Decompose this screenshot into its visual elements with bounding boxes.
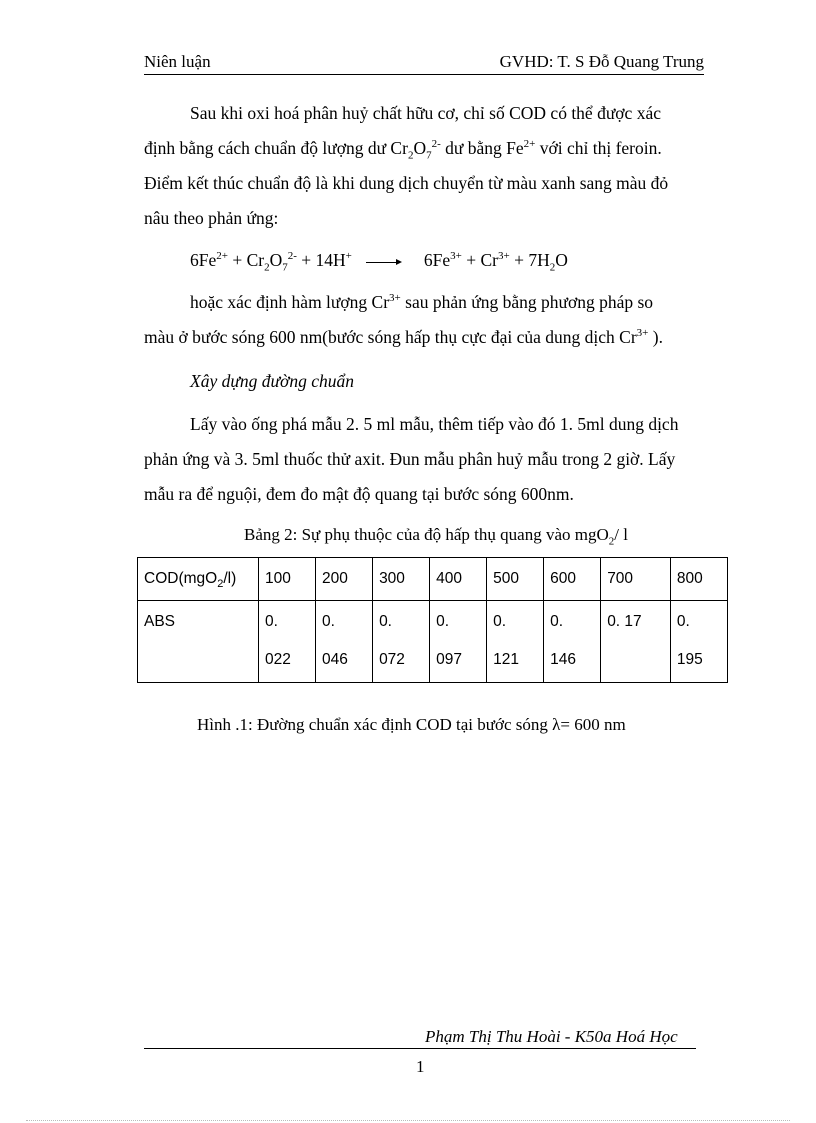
table-header-abs: ABS xyxy=(138,601,259,683)
table-row-abs xyxy=(138,601,728,683)
para3-line3: mẫu ra để nguội, đem đo mật độ quang tại bước sóng 600nm. xyxy=(144,484,574,504)
header-right: GVHD: T. S Đỗ Quang Trung xyxy=(499,52,704,71)
para1-line1: Sau khi oxi hoá phân huỷ chất hữu cơ, chỉ số COD có thể được xác xyxy=(190,103,661,123)
reaction-arrow-icon xyxy=(366,257,402,267)
footer-divider xyxy=(144,1048,696,1049)
cod-absorbance-table xyxy=(137,557,728,683)
table-cell: 100 xyxy=(259,558,316,601)
figure-caption: Hình .1: Đường chuẩn xác định COD tại bước sóng λ= 600 nm xyxy=(197,715,626,734)
para3-line2: phản ứng và 3. 5ml thuốc thử axit. Đun mẫu phân huỷ mẫu trong 2 giờ. Lấy xyxy=(144,449,676,469)
table-header-cod: COD(mgO$_2$/l) xyxy=(138,558,259,601)
header-left: Niên luận xyxy=(144,52,211,71)
reaction-equation: $6Fe^{2+} + Cr_2O_7^{2-} + 14H^+$ $6Fe^{3+} + Cr^{3+} + 7H_2O$ xyxy=(190,250,568,274)
table-cell: 400 xyxy=(430,558,487,601)
page-break-divider xyxy=(26,1120,790,1121)
table-cell: 0. 195 xyxy=(670,601,727,683)
table-cell: 200 xyxy=(316,558,373,601)
para1-line3: Điểm kết thúc chuẩn độ là khi dung dịch chuyển từ màu xanh sang màu đỏ xyxy=(144,173,669,193)
table-row-cod xyxy=(138,558,728,601)
para3-line1: Lấy vào ống phá mẫu 2. 5 ml mẫu, thêm tiếp vào đó 1. 5ml dung dịch xyxy=(190,414,679,434)
footer-author: Phạm Thị Thu Hoài - K50a Hoá Học xyxy=(425,1027,678,1046)
para1-line2: định bằng cách chuẩn độ lượng dư $Cr_2O_7^{2-}$ dư bằng $Fe^{2+}$ với chỉ thị feroin. xyxy=(144,138,662,162)
table-cell: 0. 121 xyxy=(487,601,544,683)
section-subheading: Xây dựng đường chuẩn xyxy=(190,371,355,391)
table-caption: Bảng 2: Sự phụ thuộc của độ hấp thụ quang vào mgO$_2$/ l xyxy=(244,525,628,548)
table-cell: 0. 022 xyxy=(259,601,316,683)
table-cell: 300 xyxy=(373,558,430,601)
table-cell: 500 xyxy=(487,558,544,601)
para1-line4: nâu theo phản ứng: xyxy=(144,208,279,228)
table-cell: 0. 046 xyxy=(316,601,373,683)
page-number: 1 xyxy=(416,1057,425,1076)
table-cell: 0. 097 xyxy=(430,601,487,683)
table-cell: 0. 146 xyxy=(544,601,601,683)
table-cell: 0. 072 xyxy=(373,601,430,683)
para2-line2: màu ở bước sóng 600 nm(bước sóng hấp thụ cực đại của dung dịch $Cr^{3+}$ ). xyxy=(144,327,663,347)
table-cell: 700 xyxy=(601,558,671,601)
page-header xyxy=(144,52,704,75)
para2-line1: hoặc xác định hàm lượng $Cr^{3+}$ sau phản ứng bằng phương pháp so xyxy=(190,292,654,312)
table-cell: 800 xyxy=(670,558,727,601)
table-cell: 600 xyxy=(544,558,601,601)
table-cell: 0. 17 xyxy=(601,601,671,683)
